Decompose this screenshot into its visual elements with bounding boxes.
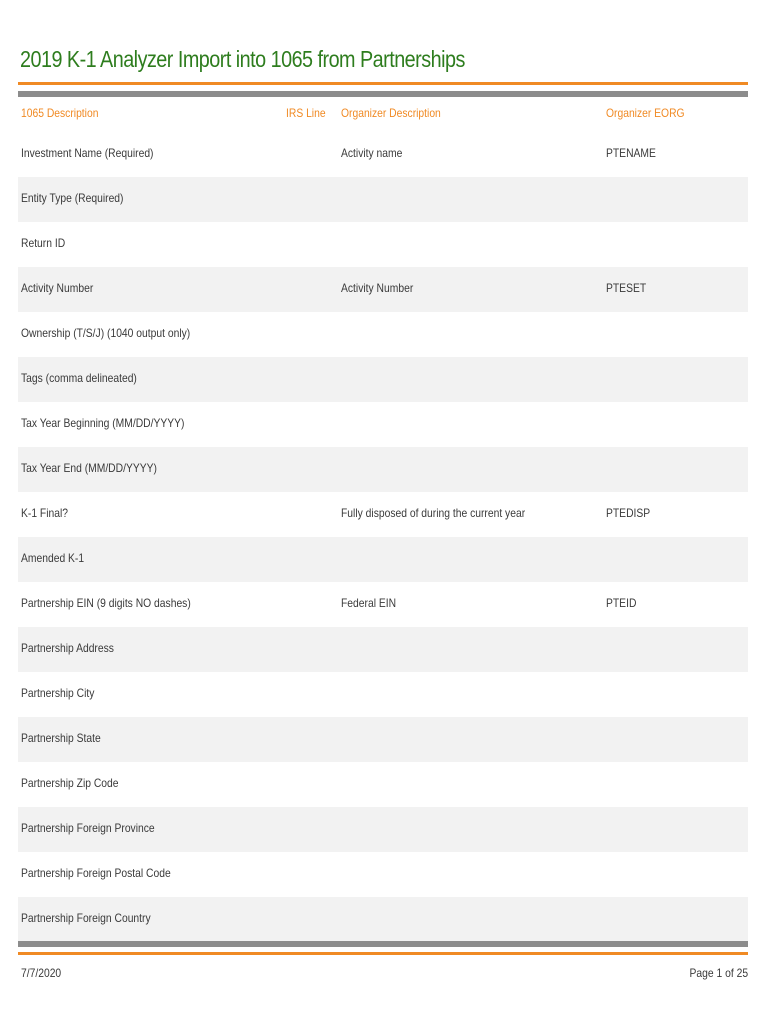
cell-organizer-description: Fully disposed of during the current year: [341, 506, 526, 520]
header-rule-orange: [18, 82, 748, 85]
table-row: [18, 852, 748, 897]
footer-rule-gray: [18, 941, 748, 947]
table-header: [18, 100, 748, 130]
cell-description: Investment Name (Required): [21, 146, 154, 160]
cell-description: Partnership EIN (9 digits NO dashes): [21, 596, 191, 610]
table-row: [18, 447, 748, 492]
footer-page-number: Page 1 of 25: [689, 966, 748, 980]
cell-organizer-eorg: PTEDISP: [606, 506, 651, 520]
cell-description: Partnership Foreign Country: [21, 911, 151, 925]
cell-description: Partnership State: [21, 731, 101, 745]
cell-description: Partnership Foreign Province: [21, 821, 155, 835]
table-row: [18, 312, 748, 357]
cell-organizer-eorg: PTESET: [606, 281, 647, 295]
cell-organizer-eorg: PTENAME: [606, 146, 656, 160]
table-row: [18, 897, 748, 942]
table-row: [18, 222, 748, 267]
table-row: [18, 267, 748, 312]
cell-organizer-description: Federal EIN: [341, 596, 397, 610]
cell-description: Partnership City: [21, 686, 95, 700]
column-header-description: 1065 Description: [21, 106, 99, 120]
table-row: [18, 582, 748, 627]
table-row: [18, 357, 748, 402]
footer-rule-orange: [18, 952, 748, 955]
table-row: [18, 402, 748, 447]
table-row: [18, 672, 748, 717]
table-row: [18, 177, 748, 222]
header-rule-gray: [18, 91, 748, 97]
table-row: [18, 717, 748, 762]
cell-organizer-description: Activity name: [341, 146, 403, 160]
table-row: [18, 807, 748, 852]
cell-description: Partnership Address: [21, 641, 114, 655]
column-header-organizer-eorg: Organizer EORG: [606, 106, 685, 120]
column-header-organizer-description: Organizer Description: [341, 106, 441, 120]
table-row: [18, 762, 748, 807]
table-row: [18, 492, 748, 537]
cell-description: Ownership (T/S/J) (1040 output only): [21, 326, 191, 340]
cell-description: Tags (comma delineated): [21, 371, 137, 385]
cell-description: Tax Year End (MM/DD/YYYY): [21, 461, 157, 475]
cell-description: Return ID: [21, 236, 66, 250]
cell-organizer-description: Activity Number: [341, 281, 414, 295]
cell-description: Entity Type (Required): [21, 191, 124, 205]
table-body: [18, 132, 748, 942]
cell-organizer-eorg: PTEID: [606, 596, 637, 610]
table-row: [18, 132, 748, 177]
table-row: [18, 537, 748, 582]
column-header-irs-line: IRS Line: [286, 106, 326, 120]
cell-description: K-1 Final?: [21, 506, 69, 520]
cell-description: Tax Year Beginning (MM/DD/YYYY): [21, 416, 185, 430]
footer-date: 7/7/2020: [21, 966, 62, 980]
cell-description: Amended K-1: [21, 551, 85, 565]
cell-description: Partnership Zip Code: [21, 776, 119, 790]
cell-description: Partnership Foreign Postal Code: [21, 866, 171, 880]
page-title: 2019 K-1 Analyzer Import into 1065 from Partnerships: [20, 46, 465, 72]
cell-description: Activity Number: [21, 281, 94, 295]
table-row: [18, 627, 748, 672]
